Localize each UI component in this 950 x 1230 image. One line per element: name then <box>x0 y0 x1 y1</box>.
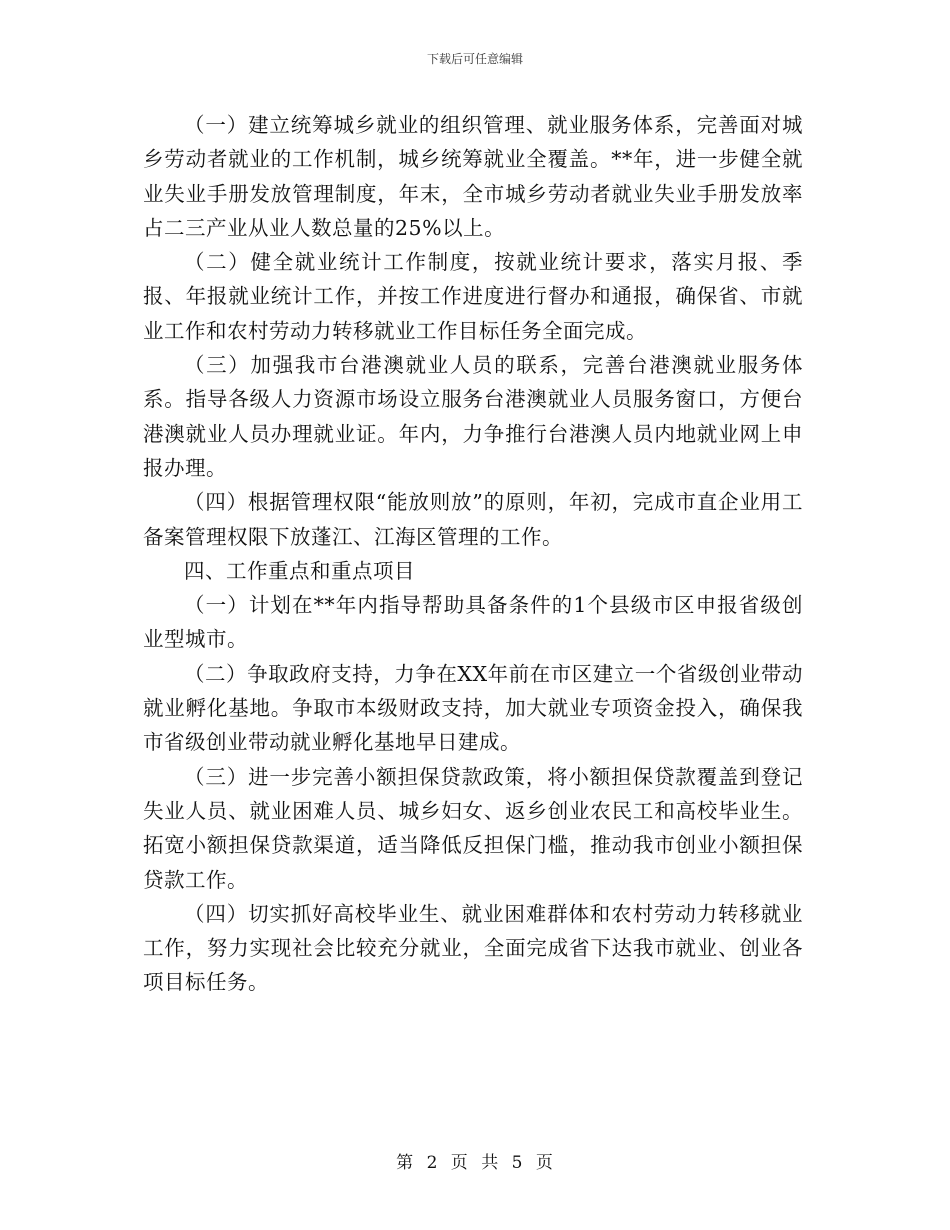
paragraph-hk-macau-taiwan: （三）加强我市台港澳就业人员的联系，完善台港澳就业服务体系。指导各级人力资源市场设立服务台港澳就业人员服务窗口，方便台港澳就业人员办理就业证。年内，力争推行台港澳人员内地就业网上申报办理。 <box>143 353 803 480</box>
paragraph-microloans: （三）进一步完善小额担保贷款政策，将小额担保贷款覆盖到登记失业人员、就业困难人员、城乡妇女、返乡创业农民工和高校毕业生。拓宽小额担保贷款渠道，适当降低反担保门槛，推动我市创业小额担保贷款工作。 <box>143 764 803 892</box>
document-body <box>143 108 803 1000</box>
paragraph-delegation: （四）根据管理权限“能放则放”的原则，年初，完成市直企业用工备案管理权限下放蓬江、江海区管理的工作。 <box>143 490 803 549</box>
page-number-footer: 第 2 页 共 5 页 <box>396 1153 554 1173</box>
paragraph-entrepreneurial-city: （一）计划在**年内指导帮助具备条件的1个县级市区申报省级创业型城市。 <box>143 593 803 652</box>
page-header-note: 下载后可任意编辑 <box>426 52 523 66</box>
paragraph-incubation-base: （二）争取政府支持，力争在XX年前在市区建立一个省级创业带动就业孵化基地。争取市本级财政支持，加大就业专项资金投入，确保我市省级创业带动就业孵化基地早日建成。 <box>143 661 803 755</box>
paragraph-statistics: （二）健全就业统计工作制度，按就业统计要求，落实月报、季报、年报就业统计工作，并按工作进度进行督办和通报，确保省、市就业工作和农村劳动力转移就业工作目标任务全面完成。 <box>143 250 803 343</box>
paragraph-establish-system: （一）建立统筹城乡就业的组织管理、就业服务体系，完善面对城乡劳动者就业的工作机制，城乡统筹就业全覆盖。**年，进一步健全就业失业手册发放管理制度，年末，全市城乡劳动者就业失业手册发放率占二三产业从业人数总量的25%以上。 <box>143 113 803 240</box>
paragraph-graduates-employment: （四）切实抓好高校毕业生、就业困难群体和农村劳动力转移就业工作，努力实现社会比较充分就业，全面完成省下达我市就业、创业各项目标任务。 <box>143 901 803 995</box>
section-heading-key-work: 四、工作重点和重点项目 <box>184 558 415 583</box>
